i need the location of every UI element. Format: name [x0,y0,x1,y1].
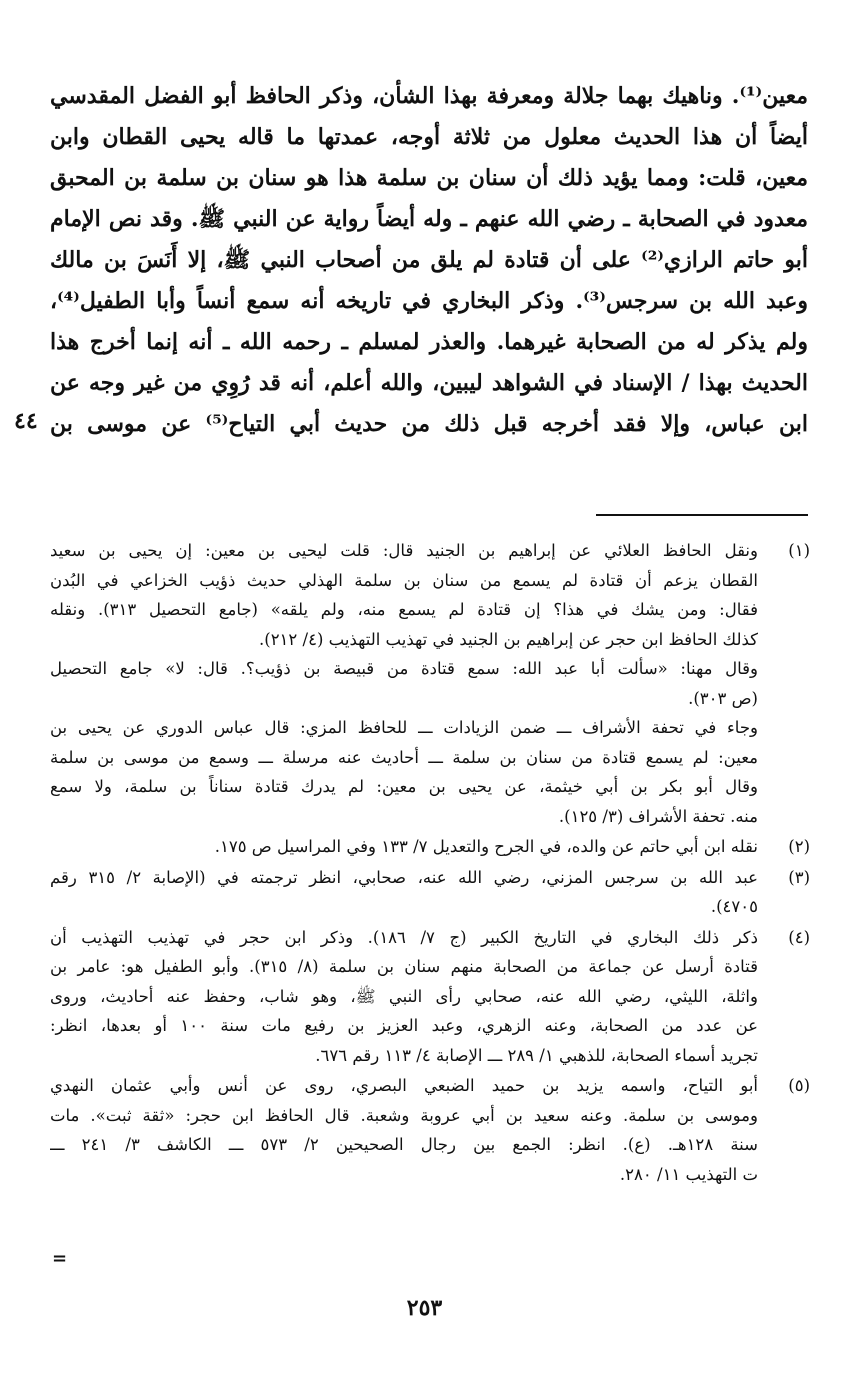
footnote-paragraph [50,536,758,654]
main-text-line: ابن عباس، وإلا فقد أخرجه قبل ذلك من حديث أبي التياح⁽⁵⁾ عن موسى بن [50,411,808,437]
footnote-number: (٢) [788,837,810,856]
footnote-line: (ص ٣٠٣). [688,688,758,708]
footnote-line: وموسى بن سلمة. وعنه سعيد بن أبي عروبة وشعبة. قال الحافظ ابن حجر: «ثقة ثبت». مات [50,1105,758,1125]
footnote-number: (٤) [788,927,810,947]
footnote-line: منه. تحفة الأشراف (٣/ ١٢٥). [558,806,758,826]
footnote-separator-rule [596,514,808,516]
footnote-body [50,536,758,831]
footnote-line: كذلك الحافظ ابن حجر عن إبراهيم بن الجنيد في تهذيب التهذيب (٤/ ٢١٢). [259,629,758,649]
footnote-paragraph [50,1071,758,1189]
main-text-line: أيضاً أن هذا الحديث معلول من ثلاثة أوجه، عمدتها ما قاله يحيى القطان وابن [50,124,808,150]
footnote-continuation-mark: = [52,1248,68,1269]
footnote-line: عن عدد من الصحابة، وعنه الزهري، وعبد العزيز بن رفيع مات سنة ١٠٠ أو بعدها، انظر: [50,1016,758,1035]
footnote [50,1071,810,1189]
footnote-number: (٥) [788,1076,810,1095]
footnote-line: ت التهذيب ١١/ ٢٨٠. [619,1164,758,1184]
footnote-body [50,863,758,922]
footnote-line: ونقل الحافظ العلائي عن إبراهيم بن الجنيد قال: قلت ليحيى بن معين: إن يحيى بن سعيد [50,541,758,560]
main-text-line: أبو حاتم الرازي⁽²⁾ على أن قتادة لم يلق من أصحاب النبي ﷺ، إلا أَنَسَ بن مالك [50,247,808,273]
footnote-line: قتادة أرسل عن جماعة من الصحابة منهم سنان بن سلمة (٨/ ٣١٥). وأبو الطفيل هو: عامر بن [50,957,758,976]
main-text [50,76,808,445]
footnote-line: القطان يزعم أن قتادة لم يسمع من سنان بن سلمة الهذلي حديث ذؤيب الخزاعي في البُدن [50,570,758,590]
footnote [50,923,810,1071]
footnote-line: سنة ١٢٨هـ. (ع). انظر: الجمع بين رجال الصحيحين ٢/ ٥٧٣ ـــ الكاشف ٣/ ٢٤١ ـــ [50,1135,758,1154]
footnote-number: (١) [788,541,810,560]
main-text-line: معين⁽¹⁾. وناهيك بهما جلالة ومعرفة بهذا الشأن، وذكر الحافظ أبو الفضل المقدسي [50,83,808,109]
footnote-line: وقال مهنا: «سألت أبا عبد الله: سمع قتادة من قبيصة بن ذؤيب؟. قال: لا» جامع التحصيل [50,659,758,678]
footnote-paragraph [50,863,758,922]
footnote-line: واثلة، الليثي، رضي الله عنه، صحابي رأى النبي ﷺ، وهو شاب، وحفظ عنه أحاديث، وروى [50,986,758,1006]
footnotes-section [50,536,810,1190]
footnote [50,863,810,922]
footnote-paragraph [50,923,758,1071]
footnote-number: (٣) [788,867,810,887]
footnote-paragraph [50,713,758,831]
footnote-line: فقال: ومن يشك في هذا؟ إن قتادة لم يسمع منه، ولم يلقه» (جامع التحصيل ٣١٣). ونقله [50,600,758,619]
footnote-line: تجريد أسماء الصحابة، للذهبي ١/ ٢٨٩ ـــ الإصابة ٤/ ١١٣ رقم ٦٧٦. [315,1045,758,1065]
footnote-body [50,923,758,1071]
footnote-line: نقله ابن أبي حاتم عن والده، في الجرح والتعديل ٧/ ١٣٣ وفي المراسيل ص ١٧٥. [214,837,758,856]
footnote-line: أبو التياح، واسمه يزيد بن حميد الضبعي البصري، روى عن أنس وأبي عثمان النهدي [50,1076,758,1095]
footnote-line: ذكر ذلك البخاري في التاريخ الكبير (ج ٧/ ١٨٦). وذكر ابن حجر في تهذيب التهذيب أن [50,927,758,947]
footnote [50,536,810,831]
footnote-line: ٤٧٠٥). [710,897,758,916]
footnote-paragraph [50,832,758,862]
footnote [50,832,810,862]
footnote-line: عبد الله بن سرجس المزني، رضي الله عنه، صحابي، انظر ترجمته في (الإصابة ٢/ ٣١٥ رقم [50,867,758,887]
footnote-line: وقال أبو بكر بن أبي خيثمة، عن يحيى بن معين: لم يدرك قتادة سناناً بن سلمة، ولا سمع [50,777,758,796]
page-number: ٢٥٣ [406,1295,443,1321]
footnote-body [50,1071,758,1189]
footnote-line: وجاء في تحفة الأشراف ـــ ضمن الزيادات ـــ للحافظ المزي: قال عباس الدوري عن يحيى بن [50,718,758,737]
footnote-body [50,832,758,862]
footnote-line: معين: لم يسمع قتادة من سنان بن سلمة ـــ أحاديث عنه مرسلة ـــ وسمع من موسى بن سلمة [50,747,758,767]
main-text-line: ولم يذكر له من الصحابة غيرهما. والعذر لمسلم ـ رحمه الله ـ أنه إنما أخرج هذا [50,329,808,355]
footnote-paragraph [50,654,758,713]
main-text-line: معدود في الصحابة ـ رضي الله عنهم ـ وله أيضاً رواية عن النبي ﷺ. وقد نص الإمام [50,206,808,232]
main-text-line: وعبد الله بن سرجس⁽³⁾. وذكر البخاري في تاريخه أنه سمع أنساً وأبا الطفيل⁽⁴⁾، [50,288,808,314]
margin-page-reference: ٤٤ [14,408,38,434]
main-text-line: معين، قلت: ومما يؤيد ذلك أن سنان بن سلمة هذا هو سنان بن سلمة بن المحبق [50,165,808,191]
main-text-line: الحديث بهذا / الإسناد في الشواهد ليبين، والله أعلم، أنه قد رُوِي من غير وجه عن [50,370,808,396]
